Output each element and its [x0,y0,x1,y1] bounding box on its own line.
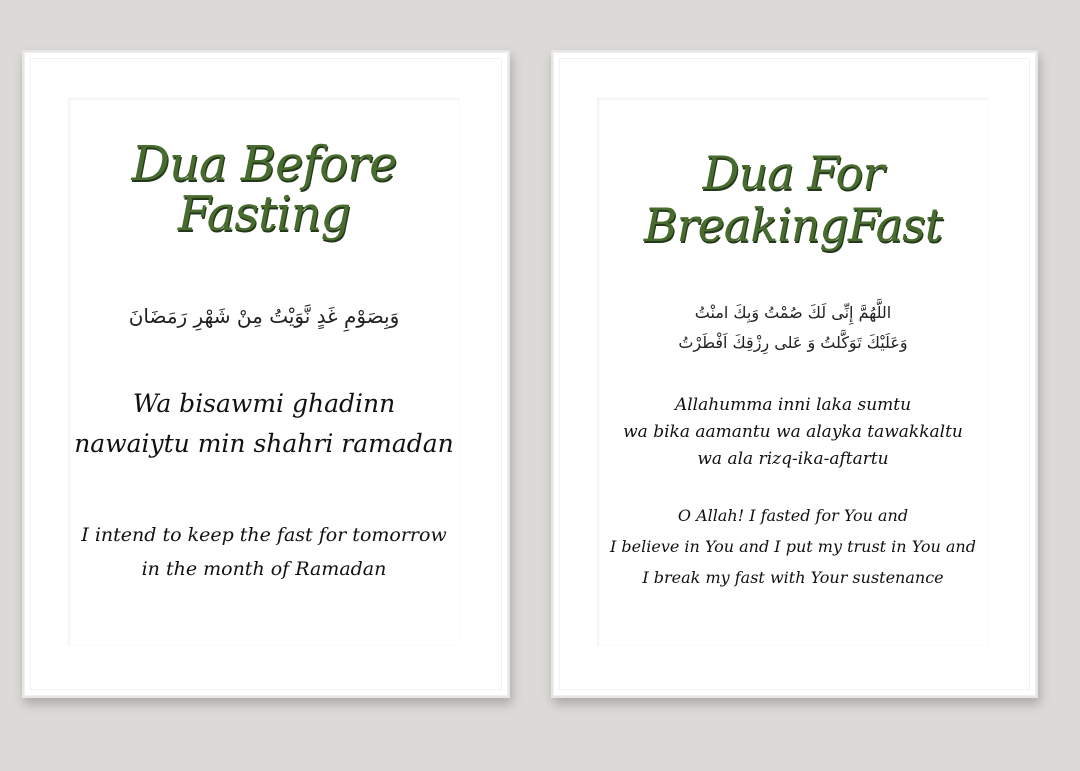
translation-line: I break my fast with Your sustenance [642,568,944,587]
arabic-text [597,298,989,358]
transliteration [597,392,989,473]
poster-dua-before-fasting [68,98,460,646]
title-line: Dua Before [131,136,397,192]
arabic-line: اللَّهُمَّ إِنِّى لَكَ صُمْتُ وَبِكَ امنْتُ [694,303,892,322]
transliteration-line: wa bika aamantu wa alayka tawakkaltu [623,422,963,442]
arabic-line: وَعَلَيْكَ تَوَكَّلتُ وَ عَلى رِزْقِكَ اَفْطَرْتُ [678,333,908,352]
frame-right [551,50,1038,698]
poster-title [68,136,460,242]
translation [597,500,989,593]
poster-title [597,146,989,252]
title-line: BreakingFast [643,198,943,252]
translation-line: I intend to keep the fast for tomorrow [81,524,447,546]
translation-line: I believe in You and I put my trust in You and [610,537,976,556]
translation-line: in the month of Ramadan [141,558,387,580]
frame-left [22,50,510,698]
transliteration-line: Wa bisawmi ghadinn [132,389,396,418]
transliteration-line: nawaiytu min shahri ramadan [74,429,454,458]
title-line: Fasting [177,186,351,242]
transliteration [68,384,460,464]
transliteration-line: wa ala rizq-ika-aftartu [697,449,889,469]
translation-line: O Allah! I fasted for You and [677,506,909,525]
translation [68,518,460,586]
title-line: Dua For [702,146,884,200]
arabic-text [68,304,460,328]
arabic-line: وَبِصَوْمِ غَدٍ نَّوَيْتُ مِنْ شَهْرِ رَمَضَانَ [128,304,400,328]
poster-dua-for-breaking-fast [597,98,989,646]
transliteration-line: Allahumma inni laka sumtu [674,395,912,415]
